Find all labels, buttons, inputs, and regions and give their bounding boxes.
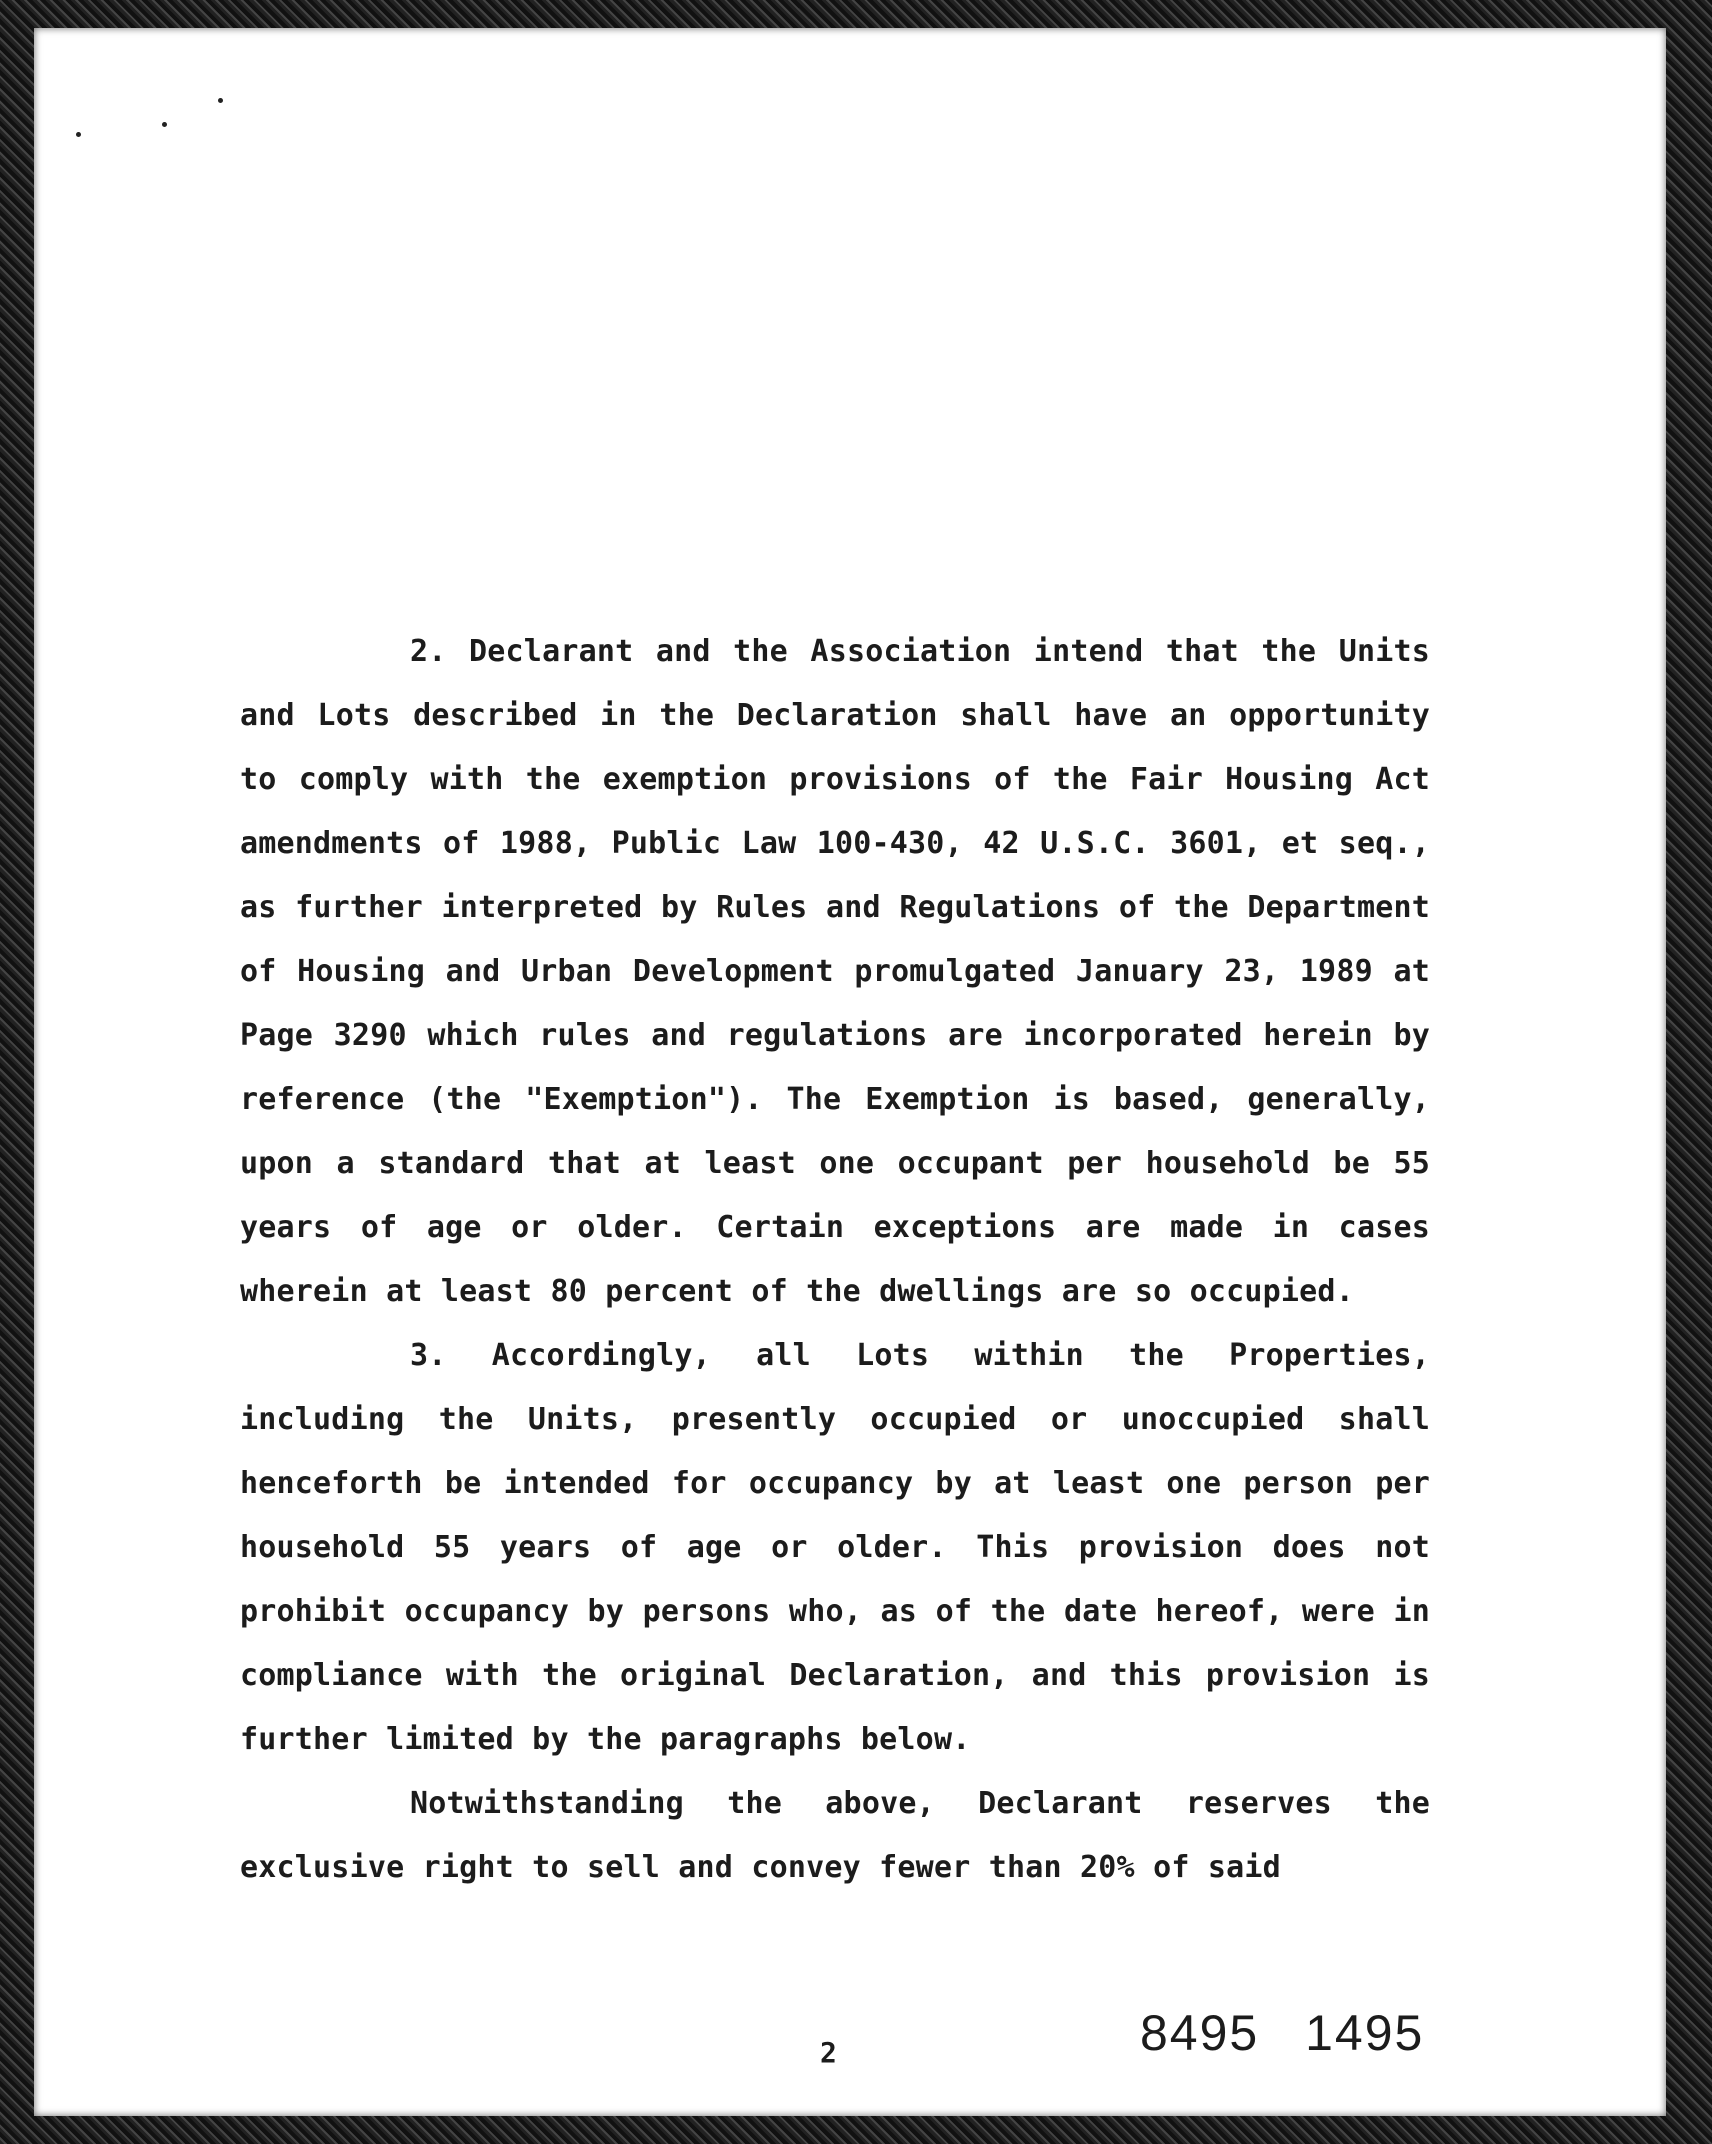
scan-speck <box>76 132 81 137</box>
paragraph-2: 2. Declarant and the Association intend that the Units and Lots described in the Declaration shall have an opportunity to comply with the exemption provisions of the Fair Housing Act amendments of 1988, Public Law 100-430, 42 U.S.C. 3601, et seq., as further interpreted by Rules and Regulations of the Department of Housing and Urban Development promulgated January 23, 1989 at Page 3290 which rules and regulations are incorporated herein by reference (the "Exemption"). The Exemption is based, generally, upon a standard that at least one occupant per household be 55 years of age or older. Certain exceptions are made in cases wherein at least 80 percent of the dwellings are so occupied. <box>240 634 1430 1309</box>
paragraph-3: 3. Accordingly, all Lots within the Properties, including the Units, presently occupied or unoccupied shall henceforth be intended for occupancy by at least one person per household 55 years of age or older. This provision does not prohibit occupancy by persons who, as of the date hereof, were in compliance with the original Declaration, and this provision is further limited by the paragraphs below. <box>240 1338 1430 1757</box>
document-body <box>240 620 1430 1900</box>
page-number: 2 <box>820 2036 837 2069</box>
paragraph-notwithstanding: Notwithstanding the above, Declarant reserves the exclusive right to sell and convey fewer than 20% of said <box>240 1786 1430 1885</box>
scan-speck <box>162 122 167 127</box>
recording-book-page-stamp: 8495 1495 <box>1140 2005 1425 2061</box>
scan-speck <box>218 98 223 103</box>
